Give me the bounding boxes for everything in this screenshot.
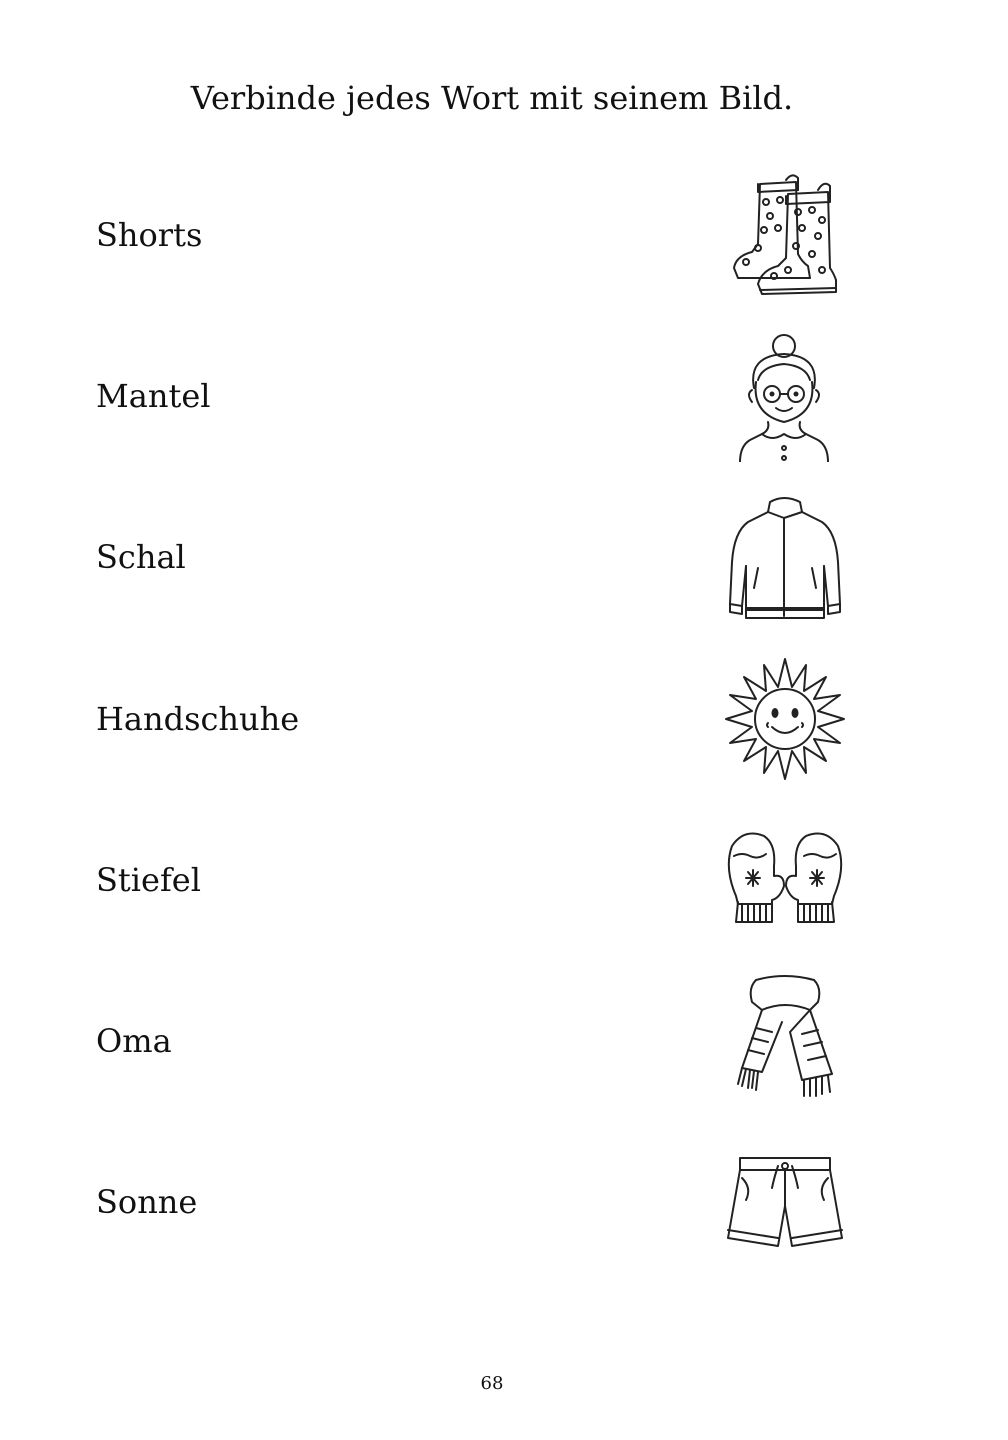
word-item: Sonne <box>96 1183 198 1221</box>
word-item: Oma <box>96 1022 172 1060</box>
rain-boots-icon <box>722 170 848 302</box>
word-item: Stiefel <box>96 861 201 899</box>
scarf-icon <box>722 972 848 1104</box>
word-item: Handschuhe <box>96 700 300 738</box>
jacket-icon <box>722 492 848 624</box>
worksheet-instruction: Verbinde jedes Wort mit seinem Bild. <box>190 79 794 117</box>
page-number: 68 <box>480 1373 504 1394</box>
sun-icon <box>722 653 848 785</box>
shorts-icon <box>722 1148 848 1280</box>
mittens-icon <box>722 826 848 958</box>
grandma-icon <box>722 330 848 462</box>
word-item: Mantel <box>96 377 211 415</box>
word-item: Schal <box>96 538 186 576</box>
word-item: Shorts <box>96 216 203 254</box>
